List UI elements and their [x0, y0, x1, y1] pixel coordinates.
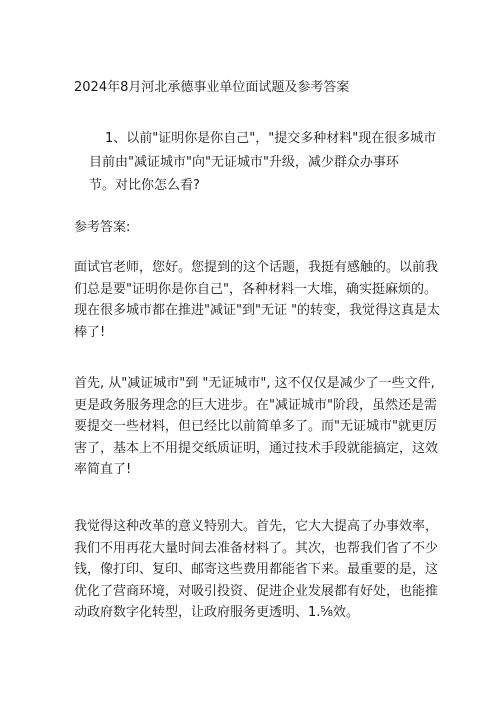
- question-line: 节。对比你怎么看?: [89, 178, 200, 193]
- document-title: 2024年8月河北承德事业单位面试题及参考答案: [74, 80, 350, 95]
- paragraph-line: 现在很多城市都在推进"减证"到"无证 "的转变，我觉得这真是太: [74, 303, 441, 318]
- paragraph-line: 害了，基本上不用提交纸质证明，通过技术手段就能搞定，这效: [74, 440, 439, 456]
- paragraph-line: 我觉得这种改革的意义特别大。首先，它大大提高了办事效率，: [74, 519, 439, 534]
- paragraph-line: 要提交一些材料，但已经比以前简单多了。而"无证城市"就更厉: [74, 419, 437, 434]
- question-block: [89, 127, 437, 198]
- answer-paragraph-1: [74, 257, 441, 343]
- paragraph-line: 棒了!: [74, 324, 106, 340]
- paragraph-line: 动政府数字化转型，让政府服务更透明、1.⅝效。: [74, 605, 360, 620]
- paragraph-line: 更是政务服务理念的巨大进步。在"减证城市"阶段，虽然还是需: [74, 397, 437, 413]
- paragraph-line: 们总是要"证明你是你自己"，各种材料一大堆，确实挺麻烦的。: [74, 281, 437, 297]
- answer-paragraph-2: [74, 373, 439, 481]
- paragraph-line: 我们不用再花大量时间去准备材料了。其次，也帮我们省了不少: [74, 540, 439, 556]
- paragraph-line: 面试官老师，您好。您提到的这个话题，我挺有感触的。以前我: [74, 260, 439, 275]
- paragraph-line: 首先, 从"减证城市"到 "无证城市", 这不仅仅是减少了一些文件,: [74, 376, 435, 391]
- paragraph-line: 率简直了!: [74, 462, 132, 477]
- question-line: 目前由"减证城市"向"无证城市"升级，减少群众办事环: [89, 154, 399, 170]
- answer-label: 参考答案:: [74, 220, 131, 235]
- question-line: 1、以前"证明你是你自己"，"提交多种材料"现在很多城市: [105, 131, 437, 146]
- paragraph-line: 钱，像打印、复印、邮寄这些费用都能省下来。最重要的是，这: [74, 562, 439, 577]
- answer-paragraph-3: [74, 516, 439, 624]
- paragraph-line: 优化了营商环境，对吸引投资、促进企业发展都有好处，也能推: [74, 583, 439, 599]
